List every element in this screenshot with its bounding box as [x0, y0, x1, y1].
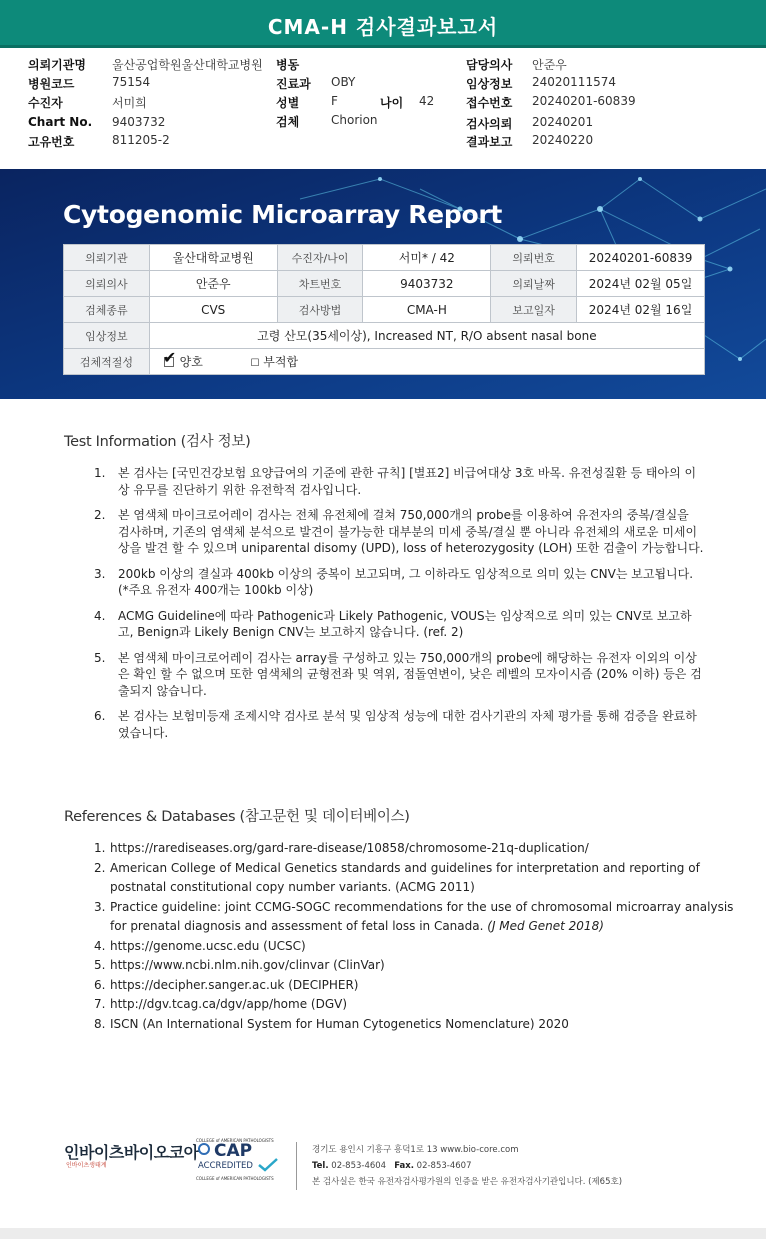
adequacy-good-checkbox[interactable] [162, 348, 177, 367]
table-row [64, 245, 705, 271]
info-label: 검체 [276, 115, 300, 129]
list-item [94, 995, 734, 1015]
meta-value: 20240201-60839 [577, 245, 705, 271]
meta-value: 울산대학교병원 [149, 245, 277, 271]
meta-value: 2024년 02월 16일 [577, 297, 705, 323]
info-value: 안준우 [532, 58, 567, 72]
item-number: 5. [94, 650, 106, 665]
footer-address: 경기도 용인시 기흥구 흥덕1로 13 www.bio-core.com [312, 1145, 519, 1155]
cap-accredited-logo [196, 1138, 286, 1184]
info-label: Chart No. [28, 115, 93, 129]
item-number: 4. [94, 938, 106, 953]
tel-value: 02-853-4604 [331, 1161, 387, 1171]
test-info-heading: Test Information (검사 정보) [64, 434, 251, 450]
adequacy-bad-label: 부적합 [263, 355, 299, 369]
meta-label: 수진자/나이 [277, 245, 363, 271]
meta-value: 안준우 [149, 271, 277, 297]
info-value: 울산공업학원울산대학교병원 [112, 58, 263, 72]
meta-value: CVS [149, 297, 277, 323]
meta-label: 검체종류 [64, 297, 150, 323]
patient-info-block [28, 56, 748, 152]
list-item [94, 1015, 734, 1035]
item-number: 3. [94, 566, 106, 581]
meta-label: 의뢰날짜 [491, 271, 577, 297]
list-item [94, 608, 704, 641]
info-value: OBY [331, 75, 356, 89]
meta-label: 의뢰기관 [64, 245, 150, 271]
item-text: 본 염색체 마이크로어레이 검사는 array를 구성하고 있는 750,000개의 probe에 해당하는 유전자 이외의 이상은 확인 할 수 없으며 또한 염색체의 균형전좌 및 역위, 점돌연변이, 낮은 레벨의 모자이시즘 (20% 이하) 등은 검출되지 않습니다. [118, 650, 702, 698]
info-label: 성별 [276, 96, 300, 110]
list-item [94, 937, 734, 957]
meta-value: 2024년 02월 05일 [577, 271, 705, 297]
item-number: 4. [94, 608, 106, 623]
cap-logo-top: COLLEGE of AMERICAN PATHOLOGISTS [196, 1138, 274, 1143]
report-meta-table [63, 244, 705, 375]
reference-link[interactable]: https://genome.ucsc.edu (UCSC) [110, 938, 306, 953]
references-heading: References & Databases (참고문헌 및 데이터베이스) [64, 809, 410, 825]
references-list [94, 839, 734, 1034]
check-icon: ✔ [162, 348, 177, 367]
checkmark-icon [258, 1158, 278, 1172]
info-label: 고유번호 [28, 135, 75, 149]
info-value: 811205-2 [112, 133, 170, 147]
meta-label: 보고일자 [491, 297, 577, 323]
info-label: 병원코드 [28, 77, 75, 91]
item-text: 본 검사는 [국민건강보험 요양급여의 기준에 관한 규칙] [별표2] 비급여대상 3호 바목. 유전성질환 등 태아의 이상 유무를 진단하기 위한 유전학적 검사입니다. [118, 466, 697, 497]
list-item [94, 898, 734, 937]
list-item [94, 507, 704, 557]
reference-link[interactable]: http://dgv.tcag.ca/dgv/app/home (DGV) [110, 997, 348, 1011]
table-row [64, 349, 705, 375]
list-item [94, 956, 734, 976]
item-text: 본 염색체 마이크로어레이 검사는 전체 유전체에 걸쳐 750,000개의 probe를 이용하여 유전자의 중복/결실을 검사하며, 기존의 염색체 분석으로 발견이 불가능한 대부분의 미세 중복/결실 뿐 아니라 유전체의 새로운 미세이상을 발견 할 수 있으며 uniparental disomy (UPD), loss of heterozygosity (LOH) 또한 검출이 가능합니다. [118, 508, 704, 555]
reference-link[interactable]: https://www.ncbi.nlm.nih.gov/clinvar (ClinVar) [110, 958, 385, 972]
item-number: 1. [94, 841, 106, 855]
cap-logo-bottom: COLLEGE of AMERICAN PATHOLOGISTS [196, 1176, 274, 1181]
meta-value: CMA-H [363, 297, 491, 323]
item-number: 8. [94, 1016, 106, 1031]
list-item [94, 566, 704, 599]
info-value: 서미희 [112, 96, 147, 110]
table-row [64, 297, 705, 323]
item-number: 6. [94, 709, 106, 723]
reference-link[interactable]: https://rarediseases.org/gard-rare-disease/10858/chromosome-21q-duplication/ [110, 841, 589, 855]
meta-value: 9403732 [363, 271, 491, 297]
table-row [64, 323, 705, 349]
footer-certification: 본 검사실은 한국 유전자검사평가원의 인증을 받은 유전자검사기관입니다. (제65호) [312, 1177, 623, 1187]
info-value: F [331, 94, 338, 108]
tel-label: Tel. [312, 1161, 329, 1171]
info-value: 24020111574 [532, 75, 616, 89]
footer-divider [296, 1142, 297, 1190]
info-label: 임상정보 [466, 77, 513, 91]
footer-contact [312, 1142, 622, 1190]
reference-text: ISCN (An International System for Human Cytogenetics Nomenclature) 2020 [110, 1016, 569, 1031]
cap-seal-icon [198, 1143, 210, 1155]
info-value: 20240201 [532, 115, 594, 129]
company-logo: 인바이츠바이오코아 [64, 1143, 199, 1162]
report-title: Cytogenomic Microarray Report [63, 200, 502, 229]
item-number: 6. [94, 977, 106, 992]
cap-logo-big: CAP [214, 1141, 253, 1161]
item-number: 1. [94, 466, 106, 480]
report-header-title: CMA-H 검사결과보고서 [267, 15, 499, 39]
info-label: 접수번호 [466, 96, 513, 110]
info-label: 병동 [276, 58, 300, 72]
meta-label: 차트번호 [277, 271, 363, 297]
info-label: 검사의뢰 [466, 117, 513, 131]
info-label: 담당의사 [466, 58, 513, 72]
info-label: 수진자 [28, 96, 63, 110]
list-item [94, 650, 704, 700]
info-value: 42 [419, 94, 435, 108]
adequacy-options [149, 349, 704, 375]
bottom-strip [0, 1228, 766, 1239]
footer [0, 1128, 766, 1228]
item-number: 2. [94, 508, 106, 522]
meta-label: 의뢰번호 [491, 245, 577, 271]
fax-value: 02-853-4607 [416, 1161, 472, 1171]
reference-text: American College of Medical Genetics standards and guidelines for interpretation and reporting of postnatal constitutional copy number variants. (ACMG 2011) [110, 860, 700, 894]
table-row [64, 271, 705, 297]
info-label: 결과보고 [466, 135, 513, 149]
info-value: Chorion [331, 113, 378, 127]
reference-citation: (J Med Genet 2018) [487, 919, 604, 933]
list-item [94, 859, 734, 898]
info-value: 75154 [112, 75, 151, 89]
list-item [94, 708, 704, 741]
meta-label: 검사방법 [277, 297, 363, 323]
company-logo-sub: 인바이츠생태계 [66, 1162, 107, 1169]
list-item [94, 465, 704, 498]
info-value: 20240220 [532, 133, 594, 147]
meta-label: 의뢰의사 [64, 271, 150, 297]
meta-value: 서미* / 42 [363, 245, 491, 271]
item-number: 5. [94, 958, 106, 972]
cap-logo-accredited: ACCREDITED [198, 1161, 253, 1171]
info-label: 의뢰기관명 [28, 58, 86, 72]
item-number: 2. [94, 860, 106, 875]
adequacy-label: 검체적절성 [64, 349, 150, 375]
item-number: 3. [94, 899, 106, 914]
clinical-info-label: 임상정보 [64, 323, 150, 349]
item-number: 7. [94, 997, 106, 1011]
item-text: 본 검사는 보험미등재 조제시약 검사로 분석 및 임상적 성능에 대한 검사기관의 자체 평가를 통해 검증을 완료하였습니다. [118, 709, 697, 740]
info-label: 진료과 [276, 77, 311, 91]
report-header-bar [0, 0, 766, 48]
list-item [94, 976, 734, 996]
item-text: ACMG Guideline에 따라 Pathogenic과 Likely Pathogenic, VOUS는 임상적으로 의미 있는 CNV로 보고하고, Benign과 Likely Benign CNV는 보고하지 않습니다. (ref. 2) [118, 608, 692, 639]
adequacy-good-label: 양호 [179, 355, 203, 369]
item-text: 200kb 이상의 결실과 400kb 이상의 중복이 보고되며, 그 이하라도 임상적으로 의미 있는 CNV는 보고됩니다. (*주요 유전자 400개는 100kb 이상) [118, 566, 694, 597]
info-value: 20240201-60839 [532, 94, 636, 108]
list-item [94, 839, 734, 859]
test-info-list [94, 465, 704, 750]
reference-text: Practice guideline: joint CCMG-SOGC recommendations for the use of chromosomal microarray analysis for prenatal diagnosis and assessment of fetal loss in Canada. [110, 899, 734, 933]
info-value: 9403732 [112, 115, 166, 129]
clinical-info-value: 고령 산모(35세이상), Increased NT, R/O absent nasal bone [149, 323, 704, 349]
fax-label: Fax. [394, 1161, 414, 1171]
reference-link[interactable]: https://decipher.sanger.ac.uk (DECIPHER) [110, 977, 359, 992]
info-label: 나이 [380, 96, 404, 110]
adequacy-bad-checkbox[interactable]: ☐ [250, 358, 260, 369]
